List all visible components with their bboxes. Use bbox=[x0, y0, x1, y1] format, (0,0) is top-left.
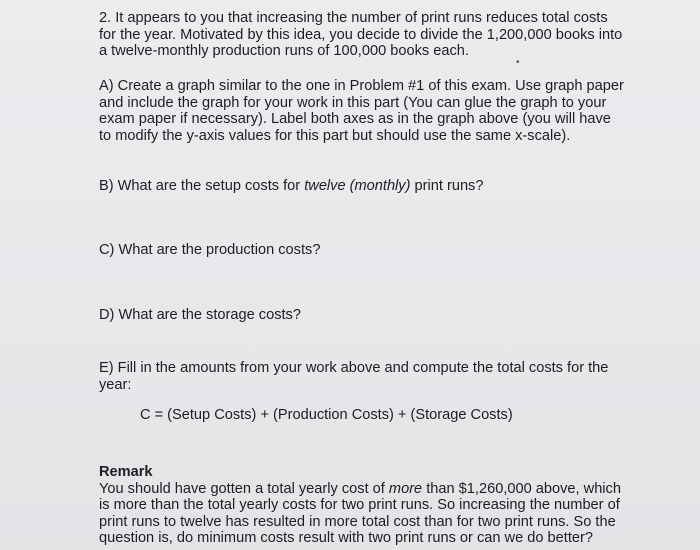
part-e-line-2: year: bbox=[99, 376, 132, 393]
part-c bbox=[99, 242, 320, 259]
part-a-line-2: and include the graph for your work in this part (You can glue the graph to your bbox=[99, 94, 607, 111]
remark-line-1-prefix: You should have gotten a total yearly cost of bbox=[99, 480, 389, 497]
part-a-line-3: exam paper if necessary). Label both axes as in the graph above (you will have bbox=[99, 111, 611, 127]
part-a bbox=[99, 78, 624, 144]
remark-line-1-suffix: than $1,260,000 above, which bbox=[422, 480, 621, 497]
part-e-line-1: E) Fill in the amounts from your work above and compute the total costs for the bbox=[99, 360, 609, 376]
part-b bbox=[99, 178, 483, 195]
formula-text: C = (Setup Costs) + (Production Costs) + (Storage Costs) bbox=[140, 407, 513, 423]
part-b-emphasis: twelve (monthly) bbox=[304, 178, 411, 194]
part-d bbox=[99, 307, 301, 324]
pen-dot-mark: • bbox=[516, 57, 520, 68]
remark-heading: Remark bbox=[99, 464, 153, 480]
part-d-text: D) What are the storage costs? bbox=[99, 307, 301, 323]
remark-line-4: question is, do minimum costs result with two print runs or can we do better? bbox=[99, 530, 593, 546]
intro-line-2: for the year. Motivated by this idea, you decide to divide the 1,200,000 books into bbox=[99, 26, 623, 43]
remark-line-1-emphasis: more bbox=[388, 480, 423, 497]
remark-section bbox=[99, 464, 621, 547]
part-c-text: C) What are the production costs? bbox=[99, 242, 321, 258]
part-a-line-1: A) Create a graph similar to the one in Problem #1 of this exam. Use graph paper bbox=[99, 78, 624, 94]
problem-2-intro bbox=[99, 10, 622, 60]
total-cost-formula bbox=[140, 407, 513, 424]
part-e bbox=[99, 360, 608, 393]
intro-line-1: 2. It appears to you that increasing the number of print runs reduces total costs bbox=[99, 10, 608, 26]
part-b-suffix: print runs? bbox=[410, 178, 484, 194]
remark-line-1 bbox=[99, 481, 621, 498]
part-b-prefix: B) What are the setup costs for bbox=[99, 178, 305, 194]
intro-line-3: a twelve-monthly production runs of 100,000 books each. bbox=[99, 43, 469, 59]
remark-line-3: print runs to twelve has resulted in more total cost than for two print runs. So the bbox=[99, 513, 616, 530]
remark-line-2: is more than the total yearly costs for two print runs. So increasing the number of bbox=[99, 497, 620, 513]
part-a-line-4: to modify the y-axis values for this part but should use the same x-scale). bbox=[99, 127, 571, 144]
